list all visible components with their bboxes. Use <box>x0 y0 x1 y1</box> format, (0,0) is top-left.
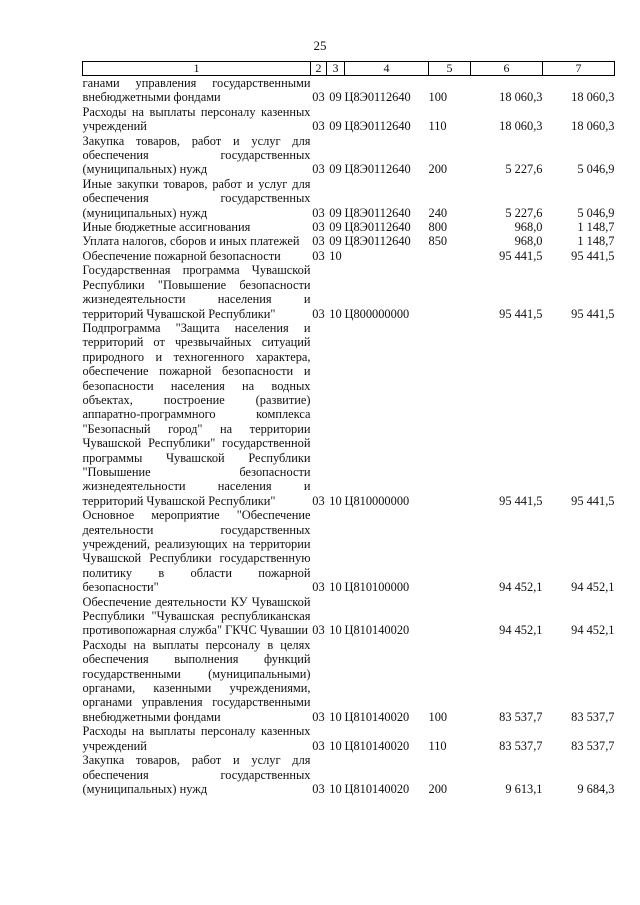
row-amount-1: 95 441,5 <box>499 248 543 263</box>
table-row <box>83 638 615 724</box>
row-expense-type: 110 <box>428 119 447 134</box>
table-row <box>83 321 615 508</box>
row-amount-2: 18 060,3 <box>571 90 615 105</box>
row-expense-type <box>429 321 471 508</box>
row-name: Основное мероприятие "Обеспечение деятельности государственных учреждений, реализующих на территории Чувашской Республики государственную политику в области пожарной безопасности" <box>82 508 311 595</box>
row-target-article: Ц810000000 <box>344 493 410 508</box>
row-expense-type: 100 <box>428 709 448 724</box>
page-number: 25 <box>313 38 327 53</box>
table-row <box>83 724 615 753</box>
row-expense-type: 800 <box>428 220 448 235</box>
row-subsection: 09 <box>329 205 342 220</box>
row-name: Иные закупки товаров, работ и услуг для обеспечения государственных (муниципальных) нужд <box>82 176 311 220</box>
row-target-article: Ц810140020 <box>344 738 410 753</box>
table-row <box>83 263 615 321</box>
row-amount-2: 1 148,7 <box>577 220 615 235</box>
row-name: Расходы на выплаты персоналу в целях обеспечения выполнения функций государственными (муниципальными) органами, казенными учреждениями, органами управления государственными внебюджетными фондами <box>82 637 311 724</box>
row-subsection: 10 <box>329 781 342 796</box>
header-col-1: 1 <box>83 62 311 76</box>
row-name: Государственная программа Чувашской Республики "Повышение безопасности жизнедеятельности населения и территорий Чувашской Республики" <box>82 263 311 321</box>
row-subsection: 09 <box>329 234 342 249</box>
header-col-7: 7 <box>543 62 615 76</box>
row-name: Закупка товаров, работ и услуг для обеспечения государственных (муниципальных) нужд <box>82 133 311 177</box>
row-subsection: 10 <box>329 738 342 753</box>
row-target-article: Ц8Э0112640 <box>344 119 411 134</box>
row-amount-2: 83 537,7 <box>571 709 615 724</box>
row-section: 03 <box>312 90 325 105</box>
row-section: 03 <box>312 580 325 595</box>
row-amount-2: 18 060,3 <box>571 119 615 134</box>
row-subsection: 10 <box>329 248 342 263</box>
row-amount-1: 968,0 <box>514 234 543 249</box>
row-section: 03 <box>312 306 325 321</box>
row-amount-1: 94 452,1 <box>499 580 543 595</box>
row-target-article: Ц810140020 <box>344 709 410 724</box>
table-row <box>83 177 615 220</box>
row-amount-1: 5 227,6 <box>505 205 543 220</box>
row-section: 03 <box>312 248 325 263</box>
header-col-2: 2 <box>311 62 327 76</box>
row-amount-2: 5 046,9 <box>577 162 615 177</box>
row-subsection: 10 <box>329 580 342 595</box>
row-amount-1: 968,0 <box>514 220 543 235</box>
header-col-4: 4 <box>345 62 429 76</box>
row-subsection: 09 <box>329 220 342 235</box>
row-subsection: 10 <box>329 709 342 724</box>
row-subsection: 09 <box>329 119 342 134</box>
row-amount-2: 95 441,5 <box>571 248 615 263</box>
row-target-article <box>345 249 429 263</box>
row-subsection: 10 <box>329 493 342 508</box>
row-expense-type: 110 <box>428 738 447 753</box>
row-amount-1: 94 452,1 <box>499 623 543 638</box>
row-subsection: 09 <box>329 90 342 105</box>
row-amount-1: 95 441,5 <box>499 493 543 508</box>
row-target-article: Ц8Э0112640 <box>344 162 411 177</box>
row-target-article: Ц8Э0112640 <box>344 220 411 235</box>
row-amount-2: 95 441,5 <box>571 306 615 321</box>
row-section: 03 <box>312 738 325 753</box>
row-expense-type <box>429 508 471 594</box>
row-section: 03 <box>312 162 325 177</box>
header-col-3: 3 <box>327 62 345 76</box>
row-target-article: Ц810140020 <box>344 781 410 796</box>
row-amount-2: 5 046,9 <box>577 205 615 220</box>
row-amount-1: 83 537,7 <box>499 738 543 753</box>
header-col-5: 5 <box>429 62 471 76</box>
row-section: 03 <box>312 205 325 220</box>
table-row <box>83 508 615 594</box>
table-row <box>83 134 615 177</box>
row-expense-type: 100 <box>428 90 448 105</box>
row-amount-2: 9 684,3 <box>577 781 615 796</box>
row-amount-2: 94 452,1 <box>571 623 615 638</box>
row-section: 03 <box>312 709 325 724</box>
row-section: 03 <box>312 234 325 249</box>
row-amount-1: 18 060,3 <box>499 119 543 134</box>
row-name: Закупка товаров, работ и услуг для обеспечения государственных (муниципальных) нужд <box>82 753 311 796</box>
row-name: Обеспечение пожарной безопасности <box>82 248 281 263</box>
row-section: 03 <box>312 220 325 235</box>
row-name: Обеспечение деятельности КУ Чувашской Республики "Чувашская республиканская противопожарная служба" ГКЧС Чувашии <box>82 594 311 638</box>
row-subsection: 10 <box>329 623 342 638</box>
table-row <box>83 234 615 248</box>
row-expense-type <box>429 249 471 263</box>
header-row <box>83 62 615 76</box>
table-row <box>83 220 615 234</box>
row-amount-1: 18 060,3 <box>499 90 543 105</box>
row-name: Уплата налогов, сборов и иных платежей <box>82 234 300 249</box>
row-amount-1: 9 613,1 <box>505 781 543 796</box>
row-subsection: 10 <box>329 306 342 321</box>
row-subsection: 09 <box>329 162 342 177</box>
row-section: 03 <box>312 493 325 508</box>
row-amount-2: 94 452,1 <box>571 580 615 595</box>
row-section: 03 <box>312 119 325 134</box>
row-target-article: Ц800000000 <box>344 306 410 321</box>
table-row <box>83 595 615 638</box>
row-name: Расходы на выплаты персоналу казенных учреждений <box>82 724 311 753</box>
row-name: Расходы на выплаты персоналу казенных учреждений <box>82 104 311 134</box>
row-amount-2: 1 148,7 <box>577 234 615 249</box>
row-expense-type: 200 <box>428 162 448 177</box>
row-amount-2: 95 441,5 <box>571 493 615 508</box>
row-expense-type: 200 <box>428 781 448 796</box>
row-expense-type <box>429 595 471 638</box>
row-amount-1: 83 537,7 <box>499 709 543 724</box>
table-row <box>83 249 615 263</box>
row-section: 03 <box>312 781 325 796</box>
row-target-article: Ц8Э0112640 <box>344 90 411 105</box>
row-expense-type: 850 <box>428 234 448 249</box>
row-expense-type: 240 <box>428 205 448 220</box>
row-name: Иные бюджетные ассигнования <box>82 220 251 235</box>
header-col-6: 6 <box>471 62 543 76</box>
budget-table <box>82 61 615 796</box>
row-target-article: Ц8Э0112640 <box>344 205 411 220</box>
row-name: ганами управления государственными внебюджетными фондами <box>82 76 311 105</box>
row-section: 03 <box>312 623 325 638</box>
row-target-article: Ц8Э0112640 <box>344 234 411 249</box>
row-name: Подпрограмма "Защита населения и территорий от чрезвычайных ситуаций природного и техногенного характера, обеспечение пожарной безопасности и безопасности населения на водных объектах, построение (развитие) аппаратно-программного комплекса "Безопасный город" на территории Чувашской Республики" государственной программы Чувашской Республики "Повышение безопасности жизнедеятельности населения и территорий Чувашской Республики" <box>82 320 311 508</box>
row-amount-2: 83 537,7 <box>571 738 615 753</box>
table-row <box>83 76 615 105</box>
table-row <box>83 105 615 134</box>
row-target-article: Ц810140020 <box>344 623 410 638</box>
row-expense-type <box>429 263 471 321</box>
row-amount-1: 95 441,5 <box>499 306 543 321</box>
row-amount-1: 5 227,6 <box>505 162 543 177</box>
row-target-article: Ц810100000 <box>344 580 410 595</box>
table-row <box>83 753 615 796</box>
